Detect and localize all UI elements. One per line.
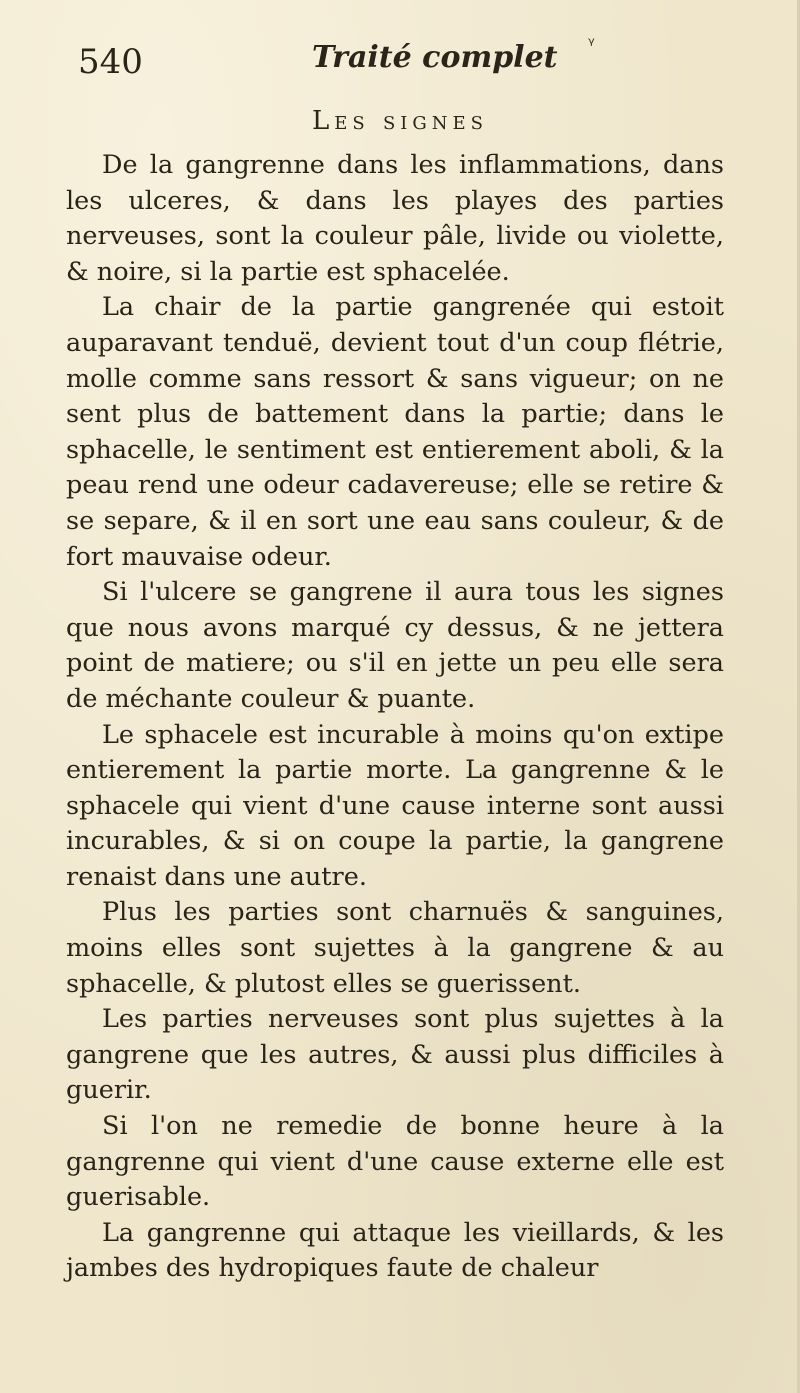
paragraph: La chair de la partie gangrenée qui estoit auparavant tenduë, devient tout d'un coup flétrie, molle comme sans ressort & sans vigueur; on ne sent plus de battement dans la partie; dans le sphacelle, le sentiment est entierement aboli, & la peau rend une odeur cadavereuse; elle se retire & se separe, & il en sort une eau sans couleur, & de fort mauvaise odeur. <box>66 292 724 572</box>
page-header <box>0 34 800 90</box>
section-title: Les signes <box>311 106 489 136</box>
page-number: 540 <box>78 42 143 82</box>
paragraph: De la gangrenne dans les inflammations, dans les ulceres, & dans les playes des parties nerveuses, sont la couleur pâle, livide ou violette, & noire, si la partie est sphacelée. <box>66 150 724 287</box>
paragraph: Si l'on ne remedie de bonne heure à la gangrenne qui vient d'une cause externe elle est guerisable. <box>66 1111 724 1213</box>
running-title: Traité complet <box>312 40 558 75</box>
paragraph: Les parties nerveuses sont plus sujettes à la gangrene que les autres, & aussi plus difficiles à guerir. <box>66 1004 724 1106</box>
paragraph: Si l'ulcere se gangrene il aura tous les signes que nous avons marqué cy dessus, & ne jettera point de matiere; ou s'il en jette un peu elle sera de méchante couleur & puante. <box>66 577 724 714</box>
body-text <box>66 148 724 1287</box>
paragraph: La gangrenne qui attaque les vieillards, & les jambes des hydropiques faute de chaleur <box>66 1217 724 1284</box>
paragraph: Plus les parties sont charnuës & sanguines, moins elles sont sujettes à la gangrene & au sphacelle, & plutost elles se guerissent. <box>66 897 724 999</box>
paragraph: Le sphacele est incurable à moins qu'on extipe entierement la partie morte. La gangrenne & le sphacele qui vient d'une cause interne sont aussi incurables, & si on coupe la partie, la gangrene renaist dans une autre. <box>66 719 724 892</box>
printer-mark: ᵞ <box>588 34 595 55</box>
